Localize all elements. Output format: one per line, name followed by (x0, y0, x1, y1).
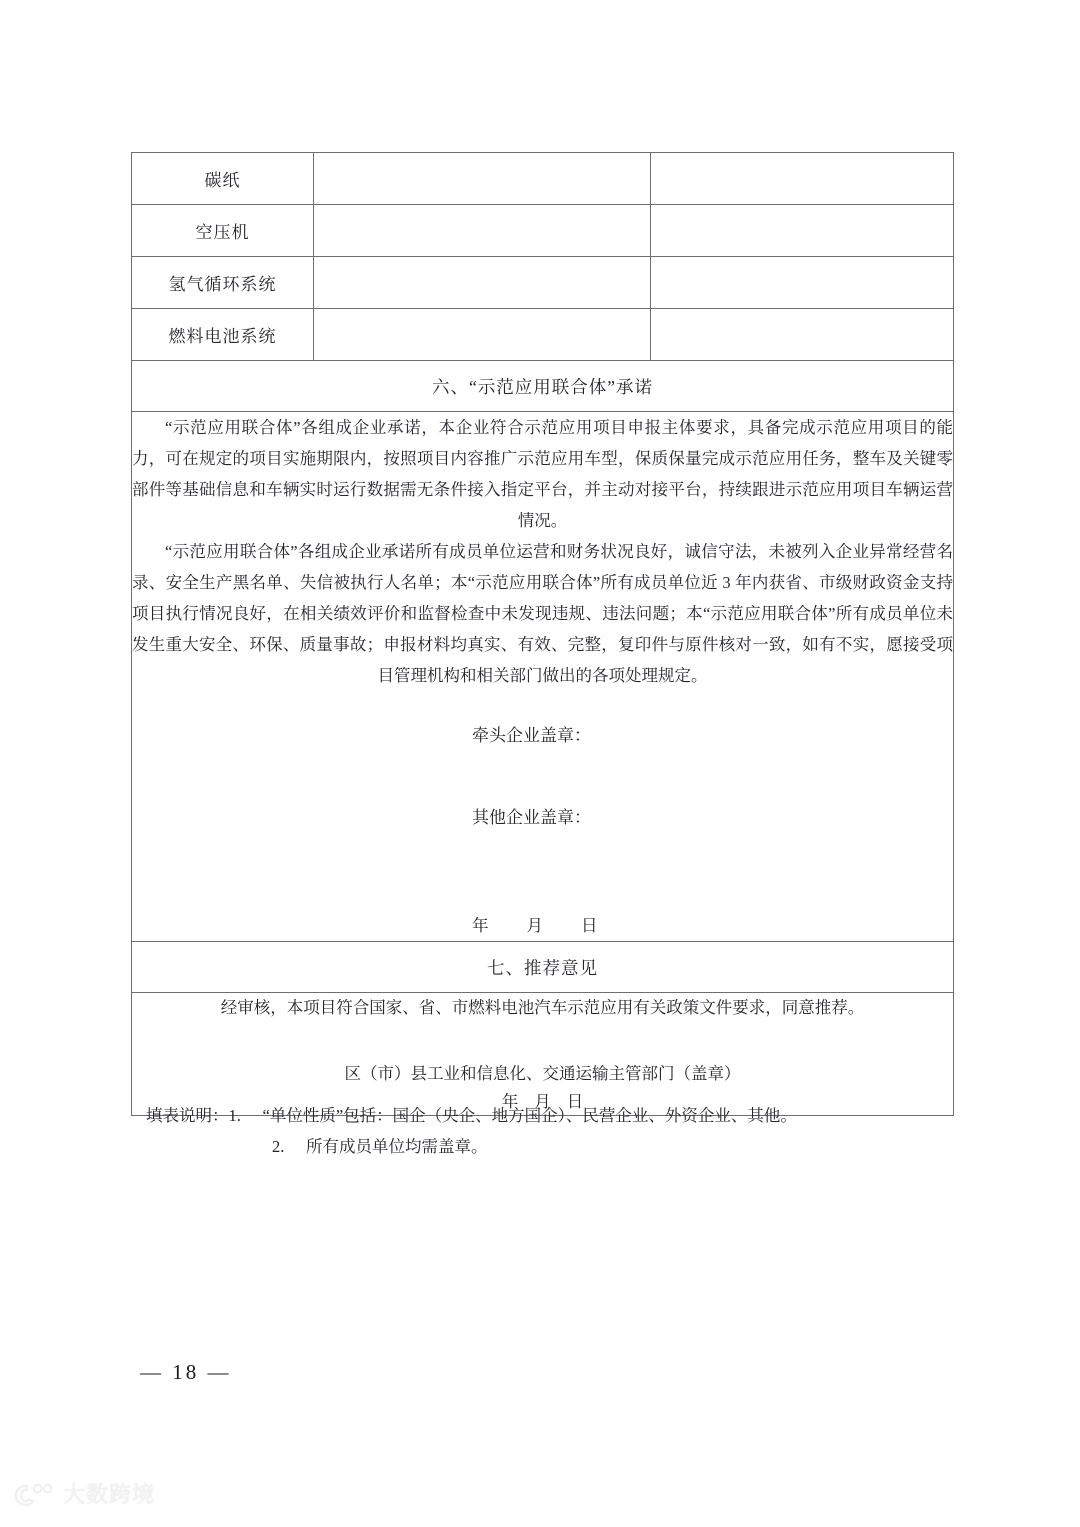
footnote-text: “单位性质”包括：国企（央企、地方国企）、民营企业、外资企业、其他。 (262, 1106, 797, 1125)
section-seven-heading: 七、推荐意见 (132, 942, 954, 993)
page-number: — 18 — (140, 1360, 232, 1384)
part-mid-cell[interactable] (314, 309, 651, 361)
lead-company-stamp-label: 牵头企业盖章： (472, 726, 591, 745)
footnote-number: 2. (272, 1137, 285, 1156)
recommendation-department: 区（市）县工业和信息化、交通运输主管部门（盖章） (344, 1064, 741, 1083)
date-month-label: 月 (534, 1092, 551, 1111)
footnote-block (146, 1100, 976, 1162)
commitment-paragraph-2: “示范应用联合体”各组成企业承诺所有成员单位运营和财务状况良好，诚信守法，未被列入企业异常经营名录、安全生产黑名单、失信被执行人名单；本“示范应用联合体”所有成员单位近 3 年内获省、市级财政资金支持项目执行情况良好，在相关绩效评价和监督检查中未发现违规、违法问题；本“示范应用联合体”所有成员单位未发生重大安全、环保、质量事故；申报材料均真实、有效、完整，复印件与原件核对一致，如有不实，愿接受项目管理机构和相关部门做出的各项处理规定。 (132, 542, 953, 685)
section-seven-body-cell (132, 993, 954, 1116)
other-company-stamp-area[interactable] (472, 833, 953, 911)
part-mid-cell[interactable] (314, 153, 651, 205)
watermark-text: 大数跨境 (63, 1482, 156, 1507)
section-seven-body-row (132, 993, 954, 1116)
table-row (132, 205, 954, 257)
part-mid-cell[interactable] (314, 205, 651, 257)
date-day-label: 日 (566, 1092, 584, 1111)
part-name-cell: 燃料电池系统 (132, 309, 314, 361)
section-six-body-cell (132, 412, 954, 942)
part-name-cell: 空压机 (132, 205, 314, 257)
footnote-item (146, 1131, 976, 1162)
part-right-cell[interactable] (651, 153, 954, 205)
date-day-label: 日 (581, 916, 598, 935)
section-six-heading: 六、“示范应用联合体”承诺 (132, 361, 954, 412)
footnote-indent (146, 1131, 272, 1162)
date-year-label: 年 (472, 916, 489, 935)
date-year-label: 年 (501, 1092, 519, 1111)
section-six-heading-row (132, 361, 954, 412)
watermark-logo-icon (14, 1481, 54, 1507)
footnote-text: 所有成员单位均需盖章。 (306, 1137, 488, 1156)
section-six-date-line (472, 911, 953, 941)
footnote-item (146, 1100, 976, 1131)
watermark (14, 1478, 155, 1509)
stamp-block (132, 721, 953, 941)
footnote-lead: 填表说明： (146, 1106, 229, 1125)
part-mid-cell[interactable] (314, 257, 651, 309)
table-row (132, 257, 954, 309)
commitment-paragraph-1: “示范应用联合体”各组成企业承诺，本企业符合示范应用项目申报主体要求，具备完成示范应用项目的能力，可在规定的项目实施期限内，按照项目内容推广示范应用车型，保质保量完成示范应用任务，整车及关键零部件等基础信息和车辆实时运行数据需无条件接入指定平台，并主动对接平台，持续跟进示范应用项目车辆运营情况。 (132, 418, 953, 530)
recommendation-text: 经审核，本项目符合国家、省、市燃料电池汽车示范应用有关政策文件要求，同意推荐。 (220, 998, 865, 1017)
part-name-cell: 氢气循环系统 (132, 257, 314, 309)
footnote-number: 1. (228, 1106, 241, 1125)
section-seven-heading-row (132, 942, 954, 993)
date-month-label: 月 (526, 916, 543, 935)
section-six-body-row (132, 412, 954, 942)
table-row (132, 309, 954, 361)
part-right-cell[interactable] (651, 309, 954, 361)
other-company-stamp-label: 其他企业盖章： (472, 808, 591, 827)
lead-company-stamp-area[interactable] (472, 751, 953, 803)
part-right-cell[interactable] (651, 205, 954, 257)
part-name-cell: 碳纸 (132, 153, 314, 205)
part-right-cell[interactable] (651, 257, 954, 309)
table-row (132, 153, 954, 205)
application-form-table (131, 152, 954, 1116)
